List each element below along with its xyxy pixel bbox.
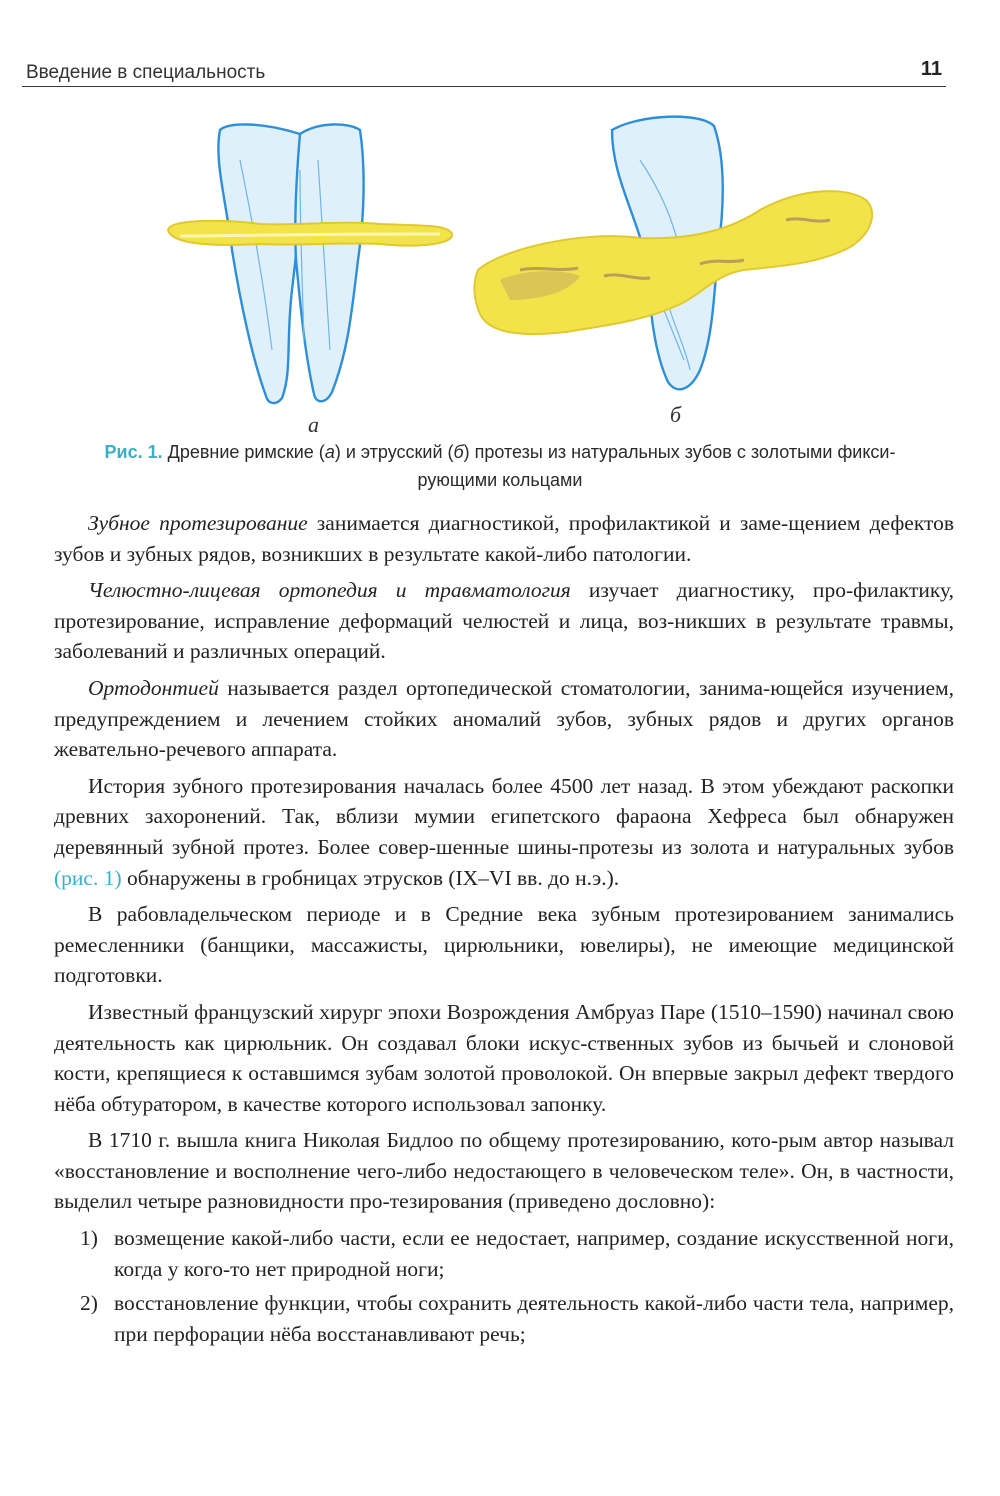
paragraph: В рабовладельческом периоде и в Средние века зубным протезированием занимались ремесленники (банщики, массажисты, цирюльники, ювелиры), не имеющие медицинской подготовки.: [54, 902, 954, 988]
list-text: возмещение какой-либо части, если ее недостает, например, создание искусственной ноги, когда у кого-то нет природной ноги;: [114, 1226, 954, 1281]
list-number: 2): [80, 1291, 98, 1316]
list-item: [54, 1223, 954, 1284]
figure-ref: Рис. 1.: [104, 442, 163, 462]
list-item: [54, 1288, 954, 1349]
roman-prosthesis-drawing: [168, 124, 452, 403]
caption-text: Древние римские (: [162, 442, 325, 462]
term: Ортодонтией: [88, 675, 219, 700]
paragraph-text: занимается диагностикой, профилактикой и заме-щением дефектов зубов и зубных рядов, возникших в результате какой-либо патологии.: [54, 511, 954, 566]
etruscan-prosthesis-drawing: [474, 117, 872, 390]
caption-italic-a: а: [324, 442, 335, 462]
paragraph-text: называется раздел ортопедической стоматологии, занима-ющейся изучением, предупреждением и лечением стойких аномалий зубов, зубных рядов и других органов жевательно-речевого аппарата.: [54, 675, 954, 762]
paragraph-text: изучает диагностику, про-филактику, протезирование, исправление деформаций челюстей и лица, воз-никших в результате травмы, заболеваний и различных операций.: [54, 578, 954, 664]
main-text: [54, 508, 954, 1353]
tooth-a-right: [295, 124, 363, 401]
figure-label-b: б: [670, 402, 682, 427]
numbered-list: [54, 1223, 954, 1349]
page-number: 11: [920, 58, 942, 80]
section-title: Введение в специальность: [26, 62, 266, 83]
figure-illustration: [0, 100, 1000, 440]
list-number: 1): [80, 1226, 98, 1251]
paragraph: Известный французский хирург эпохи Возрождения Амбруаз Паре (1510–1590) начинал свою деятельность как цирюльник. Он создавал блоки искус-ственных зубов из бычьей и слоновой кости, крепящиеся к оставшимся зубам золотой проволокой. Он впервые закрыл дефект твердого нёба обтуратором, в качестве которого использовал запонку.: [54, 999, 954, 1116]
caption-text-line2: рующими кольцами: [417, 470, 583, 490]
paragraph: [54, 771, 954, 893]
list-text: восстановление функции, чтобы сохранить деятельность какой-либо части тела, например, при перфорации нёба восстанавливают речь;: [114, 1291, 954, 1346]
caption-italic-b: б: [453, 442, 464, 462]
caption-text: ) и этрусский (: [334, 442, 454, 462]
paragraph: [54, 508, 954, 569]
paragraph-text: обнаружены в гробницах этрусков (IX–VI вв. до н.э.).: [121, 865, 620, 890]
paragraph: [54, 673, 954, 765]
paragraph-text: История зубного протезирования началась более 4500 лет назад. В этом убеждают раскопки древних захоронений. Так, вблизи мумии египетского фараона Хефреса был обнаружен деревянный зубной протез. Более совер-шенные шины-протезы из золота и натуральных зубов: [54, 773, 954, 859]
paragraph: В 1710 г. вышла книга Николая Бидлоо по общему протезированию, кото-рым автор называл «восстановление и восполнение чего-либо недостающего в человеческом теле». Он, в частности, выделил четыре разновидности про-тезирования (приведено дословно):: [54, 1128, 954, 1214]
term: Зубное протезирование: [88, 511, 308, 535]
caption-text: ) протезы из натуральных зубов с золотыми фикси-: [463, 442, 896, 462]
paragraph: [54, 575, 954, 667]
running-header: [22, 56, 946, 87]
figure-link[interactable]: (рис. 1): [54, 865, 122, 890]
figure-caption: [54, 438, 946, 494]
figure-label-a: а: [308, 412, 319, 437]
figure-1: [0, 100, 1000, 440]
term: Челюстно-лицевая ортопедия и травматология: [88, 578, 571, 603]
